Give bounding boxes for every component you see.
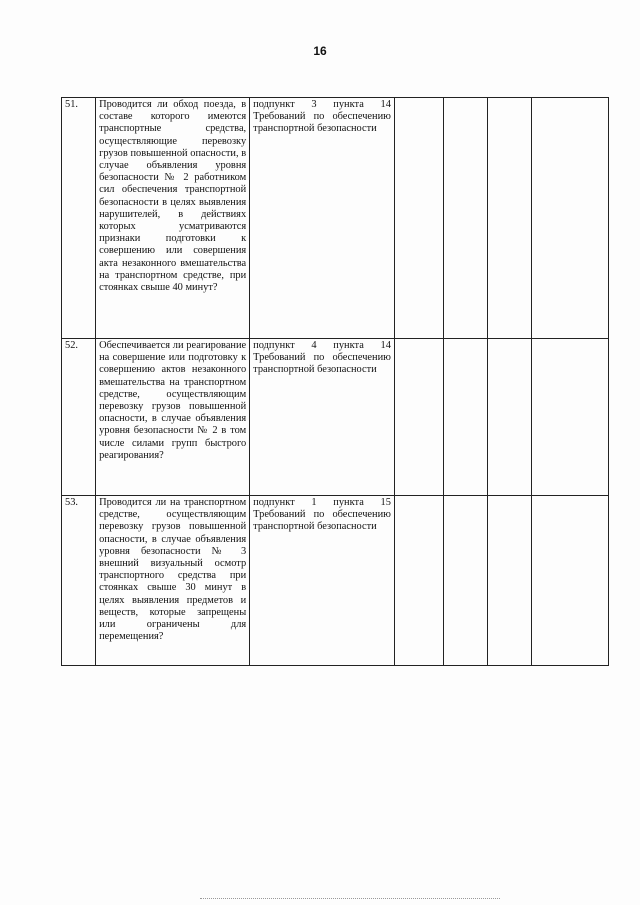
reference-text: подпункт 4 пункта 14 Требований по обеспечению транспортной безопасности <box>253 340 391 376</box>
reference-text: подпункт 3 пункта 14 Требований по обеспечению транспортной безопасности <box>253 99 391 135</box>
question-text: Проводится ли на транспортном средстве, осуществляющим перевозку грузов повышенной опасности, в случае объявления уровня безопасности № 3 внешний визуальный осмотр транспортного средства при стоянках свыше 30 минут в целях выявления предметов и веществ, которые запрещены или ограничены для перемещения? <box>99 497 247 643</box>
reference-cell <box>250 339 395 496</box>
page-number: 16 <box>313 44 327 58</box>
answer-cell-na[interactable] <box>487 496 531 666</box>
table-row <box>62 98 609 339</box>
reference-cell <box>250 98 395 339</box>
answer-cell-na[interactable] <box>487 339 531 496</box>
answer-cell-yes[interactable] <box>394 496 443 666</box>
question-text: Обеспечивается ли реагирование на совершение или подготовку к совершению актов незаконного вмешательства на транспортном средстве, осуществляющим перевозку грузов повышенной опасности, в случае объявления уровня безопасности № 2 в том числе силами групп быстрого реагирования? <box>99 340 247 461</box>
table-row <box>62 496 609 666</box>
answer-cell-yes[interactable] <box>394 98 443 339</box>
row-number: 51. <box>62 98 96 339</box>
question-text: Проводится ли обход поезда, в составе которого имеются транспортные средства, осуществляющие перевозку грузов повышенной опасности, в случае объявления уровня безопасности № 2 работником сил обеспечения транспортной безопасности в целях выявления нарушителей, в действиях которых усматриваются признаки подготовки к совершению или совершения акта незаконного вмешательства на транспортном средстве, при стоянках свыше 40 минут? <box>99 99 247 294</box>
answer-cell-no[interactable] <box>443 339 487 496</box>
question-cell <box>96 98 250 339</box>
notes-cell[interactable] <box>532 496 609 666</box>
checklist-table <box>61 97 609 666</box>
row-number: 53. <box>62 496 96 666</box>
table-row <box>62 339 609 496</box>
row-number: 52. <box>62 339 96 496</box>
answer-cell-no[interactable] <box>443 98 487 339</box>
answer-cell-na[interactable] <box>487 98 531 339</box>
notes-cell[interactable] <box>532 339 609 496</box>
reference-cell <box>250 496 395 666</box>
answer-cell-no[interactable] <box>443 496 487 666</box>
notes-cell[interactable] <box>532 98 609 339</box>
question-cell <box>96 496 250 666</box>
scan-edge-line <box>200 898 500 900</box>
answer-cell-yes[interactable] <box>394 339 443 496</box>
reference-text: подпункт 1 пункта 15 Требований по обеспечению транспортной безопасности <box>253 497 391 533</box>
question-cell <box>96 339 250 496</box>
